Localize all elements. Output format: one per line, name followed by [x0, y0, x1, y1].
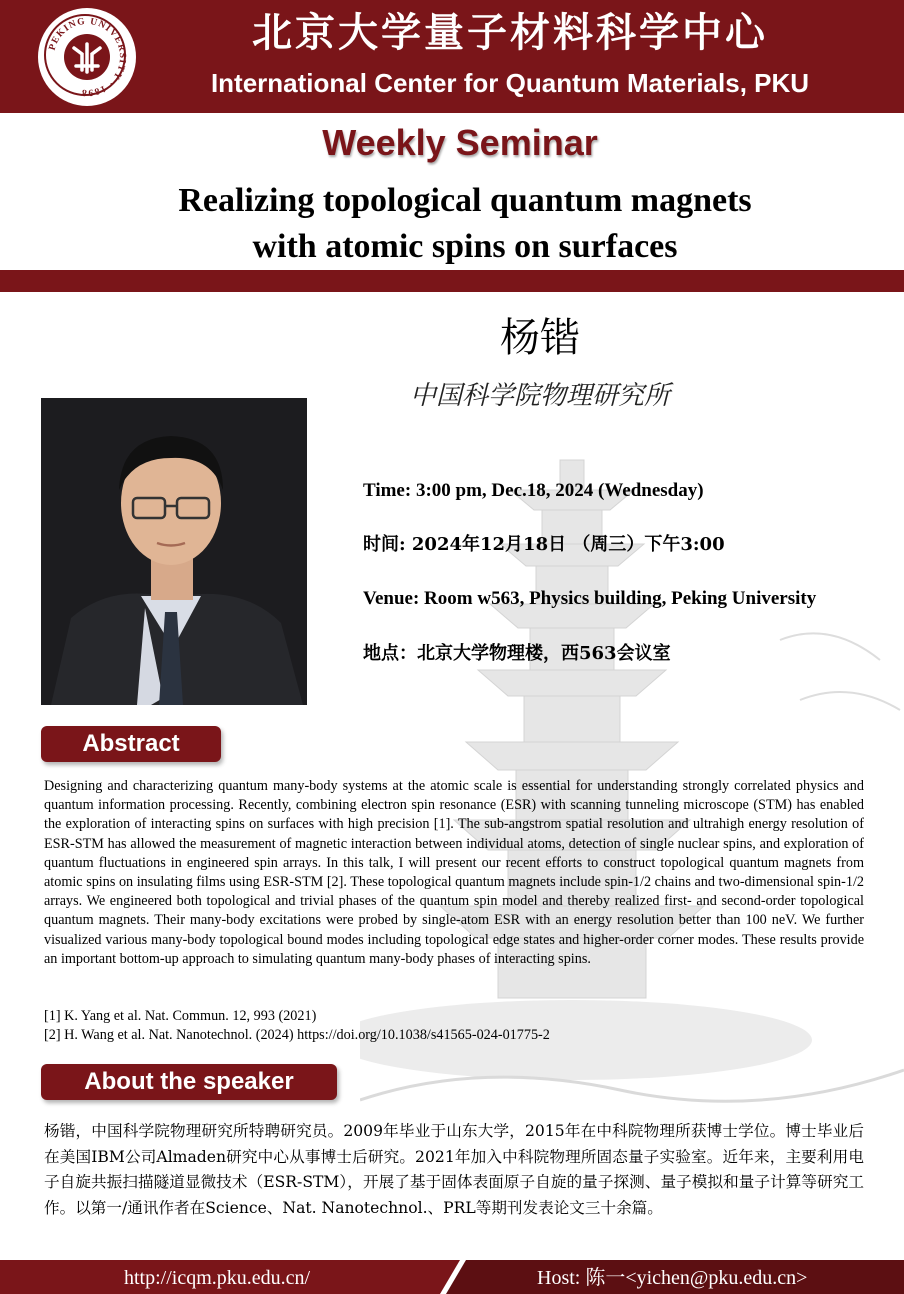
seminar-title-line1: Realizing topological quantum magnets [178, 182, 752, 219]
abstract-text: Designing and characterizing quantum many-body systems at the atomic scale is essential for understanding strongly correlated physics and quantum information processing. Recently, combining electron spin resonance (ESR) with scanning tunneling microscope (STM) has enabled the exploration of interacting spins on surfaces with high precision [1]. The sub-angstrom spatial resolution and ultrahigh energy resolution of ESR-STM has allowed the measurement of magnetic interaction between individual atoms, detection of single nuclear spins, and exploration of quantum fluctuations in engineered spin arrays. In this talk, I will present our recent efforts to construct topological quantum magnets from atomic spins on insulating films using ESR-STM [2]. These topological quantum magnets include spin-1/2 chains and two-dimensional spin-1/2 arrays. We engineered both topological and trivial phases of the quantum spin model and thereby realized first- and second-order topological quantum magnets. Their many-body excitations were probed by single-atom ESR with an energy resolution better than 100 neV. We further visualized various many-body topological bound modes including topological edge states and higher-order corner modes. These results provide an important bottom-up approach to simulating quantum many-body phases of interacting spins. [44, 778, 864, 967]
divider-band [0, 270, 904, 292]
header-title-cn: 北京大学量子材料科学中心 [252, 10, 768, 56]
footer-host: Host: 陈一<yichen@pku.edu.cn> [537, 1267, 808, 1289]
speaker-bio: 杨锴，中国科学院物理研究所特聘研究员。2009年毕业于山东大学，2015年在中科院物理所获博士学位。博士毕业后在美国IBM公司Almaden研究中心从事博士后研究。2021年加入中科院物理所固态量子实验室。近年来，主要利用电子自旋共振扫描隧道显微技术（ESR-STM），开展了基于固体表面原子自旋的量子探测、量子模拟和量子计算等研究工作。以第一/通讯作者在Science、Nat. Nanotechnol.、PRL等期刊发表论文三十余篇。 [44, 1122, 864, 1217]
svg-text:PEKING UNIVERSITY · 1898: PEKING UNIVERSITY · 1898 [47, 16, 128, 98]
seminar-title-line2: with atomic spins on surfaces [252, 228, 678, 265]
time-en: Time: 3:00 pm, Dec.18, 2024 (Wednesday) [363, 480, 704, 501]
speaker-photo [41, 398, 307, 705]
speaker-portrait-icon [41, 398, 307, 705]
reference-2: [2] H. Wang et al. Nat. Nanotechnol. (2024) https://doi.org/10.1038/s41565-024-01775-2 [44, 1027, 550, 1043]
venue-cn: 地点：北京大学物理楼，西563会议室 [363, 643, 671, 664]
abstract-heading: Abstract [82, 730, 180, 757]
abstract-heading-tab [41, 726, 221, 762]
seminar-series: Weekly Seminar [322, 122, 598, 163]
reference-1: [1] K. Yang et al. Nat. Commun. 12, 993 (2021) [44, 1008, 317, 1024]
header-band [0, 0, 904, 113]
speaker-institution: 中国科学院物理研究所 [409, 381, 670, 411]
speaker-name: 杨锴 [500, 315, 580, 361]
venue-en: Venue: Room w563, Physics building, Peking University [363, 588, 817, 609]
seminar-title [0, 178, 904, 270]
header-title-en: International Center for Quantum Materials, PKU [210, 68, 810, 98]
logo-emblem-icon [38, 8, 136, 106]
about-heading-tab [41, 1064, 337, 1100]
pku-logo [38, 8, 136, 106]
about-heading: About the speaker [84, 1068, 294, 1095]
time-cn: 时间: 2024年12月18日 （周三）下午3:00 [363, 534, 725, 555]
footer-url-link[interactable]: http://icqm.pku.edu.cn/ [124, 1267, 311, 1289]
